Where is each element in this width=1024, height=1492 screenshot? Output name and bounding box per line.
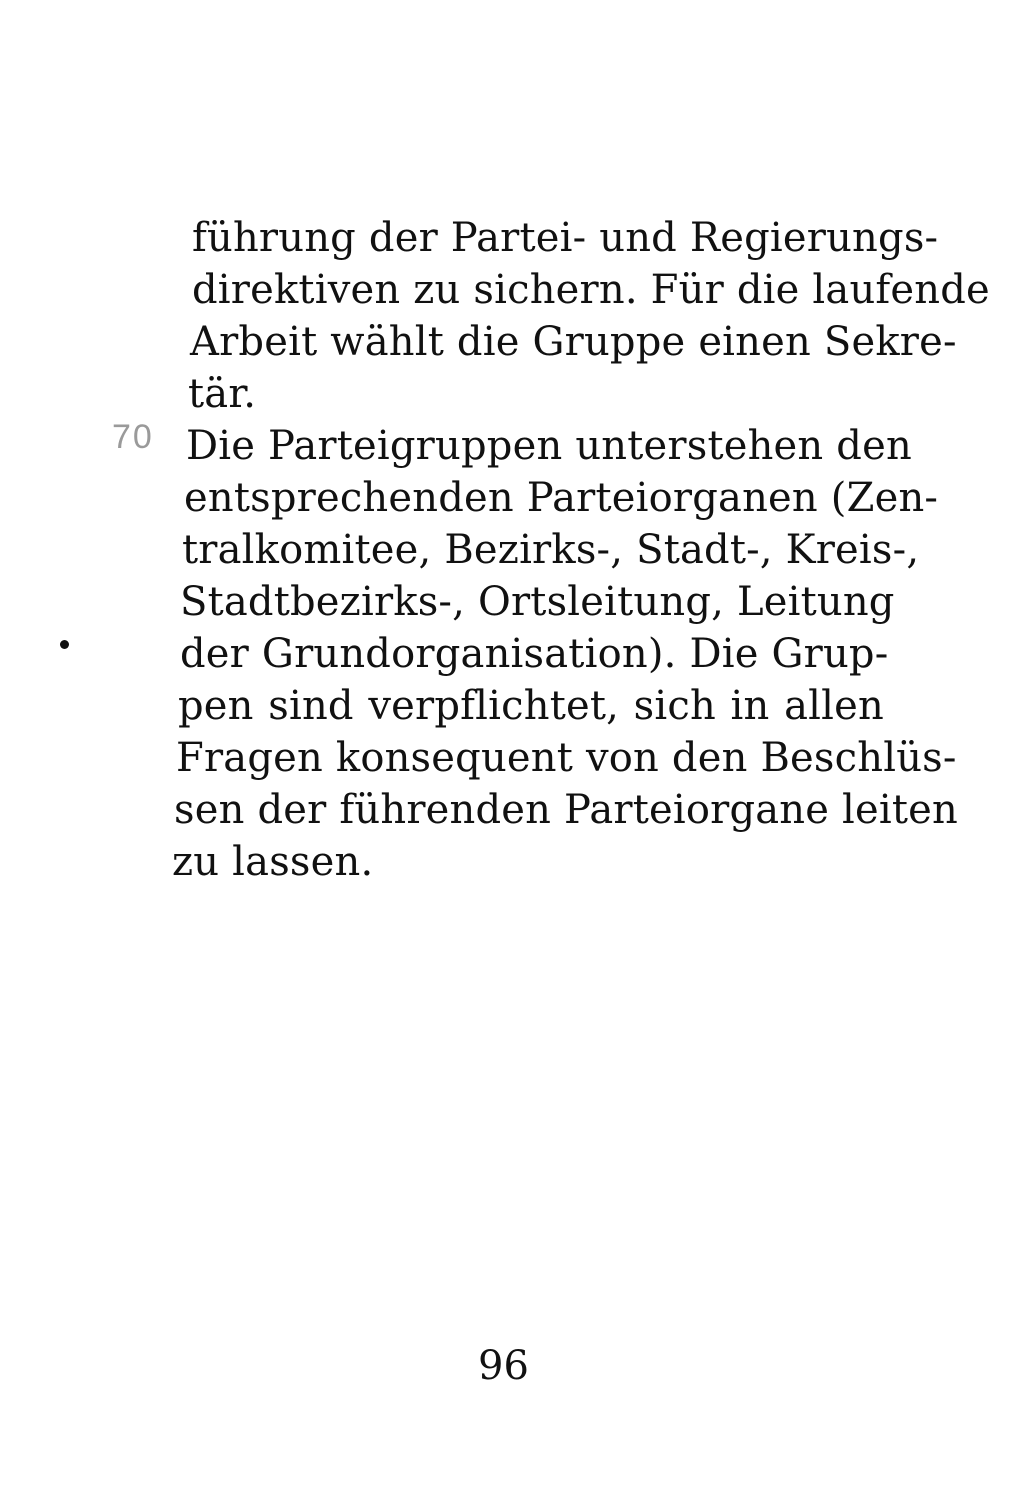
text-line: Fragen konsequent von den Beschlüs- [176, 735, 957, 781]
text-line: entsprechenden Parteiorganen (Zen- [184, 475, 939, 521]
text-line: zu lassen. [172, 839, 374, 885]
text-line: Die Parteigruppen unterstehen den [186, 423, 912, 469]
text-line: tralkomitee, Bezirks-, Stadt-, Kreis-, [182, 527, 920, 573]
text-line: der Grundorganisation). Die Grup- [180, 631, 889, 677]
text-line: Stadtbezirks-, Ortsleitung, Leitung [180, 579, 895, 625]
margin-paragraph-number: 70 [112, 418, 154, 456]
text-line: direktiven zu sichern. Für die laufende [192, 267, 990, 313]
margin-bullet-mark [60, 640, 69, 649]
text-line: führung der Partei- und Regierungs- [192, 215, 939, 261]
page-number: 96 [478, 1343, 529, 1389]
text-line: tär. [188, 371, 257, 417]
text-line: Arbeit wählt die Gruppe einen Sekre- [190, 319, 957, 365]
text-line: pen sind verpflichtet, sich in allen [178, 683, 884, 729]
text-line: sen der führenden Parteiorgane leiten [174, 787, 959, 833]
